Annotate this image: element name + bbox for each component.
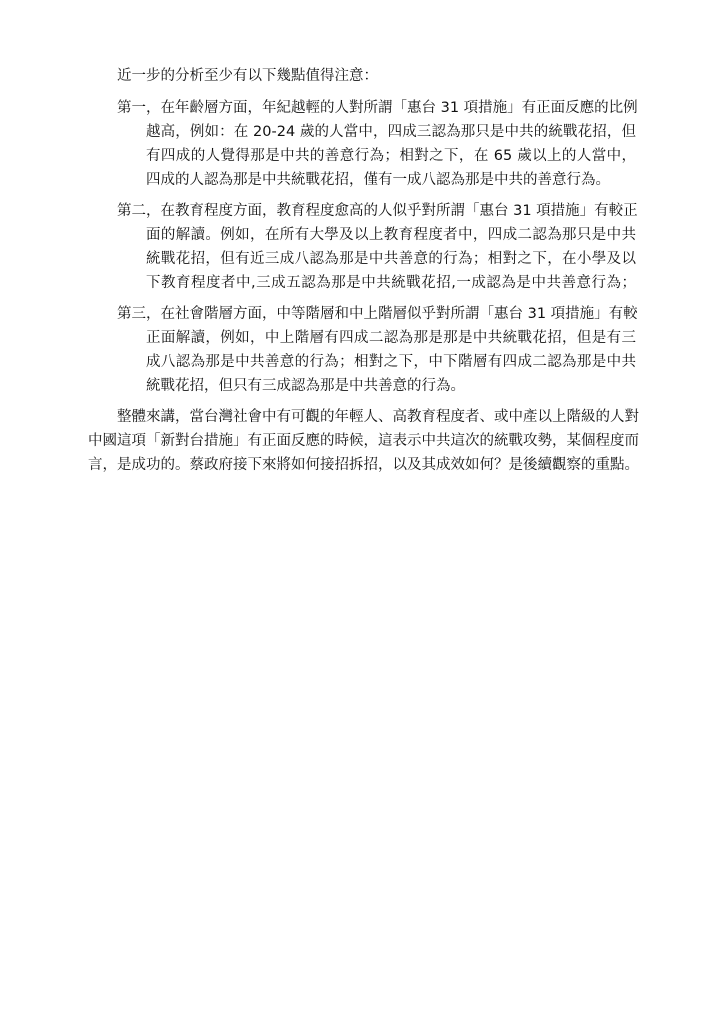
point-3-line-3: 成八認為那是中共善意的行為；相對之下，中下階層有四成二認為那是中共 [146, 354, 636, 370]
conclusion-line-1: 整體來講，當台灣社會中有可觀的年輕人、高教育程度者、或中產以上階級的人對 [117, 409, 639, 425]
point-1-line-1: 第一，在年齡層方面，年紀越輕的人對所謂「惠台 31 項措施」有正面反應的比例 [117, 100, 638, 116]
point-2-line-3: 統戰花招，但有近三成八認為那是中共善意的行為；相對之下，在小學及以 [146, 251, 636, 267]
conclusion-line-2: 中國這項「新對台措施」有正面反應的時候，這表示中共這次的統戰攻勢，某個程度而 [88, 433, 639, 449]
point-1-line-2: 越高，例如：在 20-24 歲的人當中，四成三認為那只是中共的統戰花招，但 [146, 124, 636, 140]
intro-paragraph: 近一步的分析至少有以下幾點值得注意： [117, 68, 378, 84]
point-1-line-3: 有四成的人覺得那是中共的善意行為；相對之下，在 65 歲以上的人當中， [146, 148, 636, 164]
point-3-line-1: 第三，在社會階層方面，中等階層和中上階層似乎對所謂「惠台 31 項措施」有較 [117, 306, 638, 322]
conclusion-line-3: 言，是成功的。蔡政府接下來將如何接招拆招，以及其成效如何？是後續觀察的重點。 [88, 457, 639, 473]
point-2-line-2: 面的解讀。例如，在所有大學及以上教育程度者中，四成二認為那只是中共 [146, 227, 636, 243]
point-1-line-4: 四成的人認為那是中共統戰花招，僅有一成八認為那是中共的善意行為。 [146, 172, 610, 188]
point-2-line-4: 下教育程度者中,三成五認為那是中共統戰花招,一成認為是中共善意行為； [146, 275, 636, 291]
point-3-line-2: 正面解讀，例如，中上階層有四成二認為那是那是中共統戰花招，但是有三 [146, 330, 636, 346]
point-3-line-4: 統戰花招，但只有三成認為那是中共善意的行為。 [146, 378, 465, 394]
point-2-line-1: 第二，在教育程度方面，教育程度愈高的人似乎對所謂「惠台 31 項措施」有較正 [117, 203, 638, 219]
